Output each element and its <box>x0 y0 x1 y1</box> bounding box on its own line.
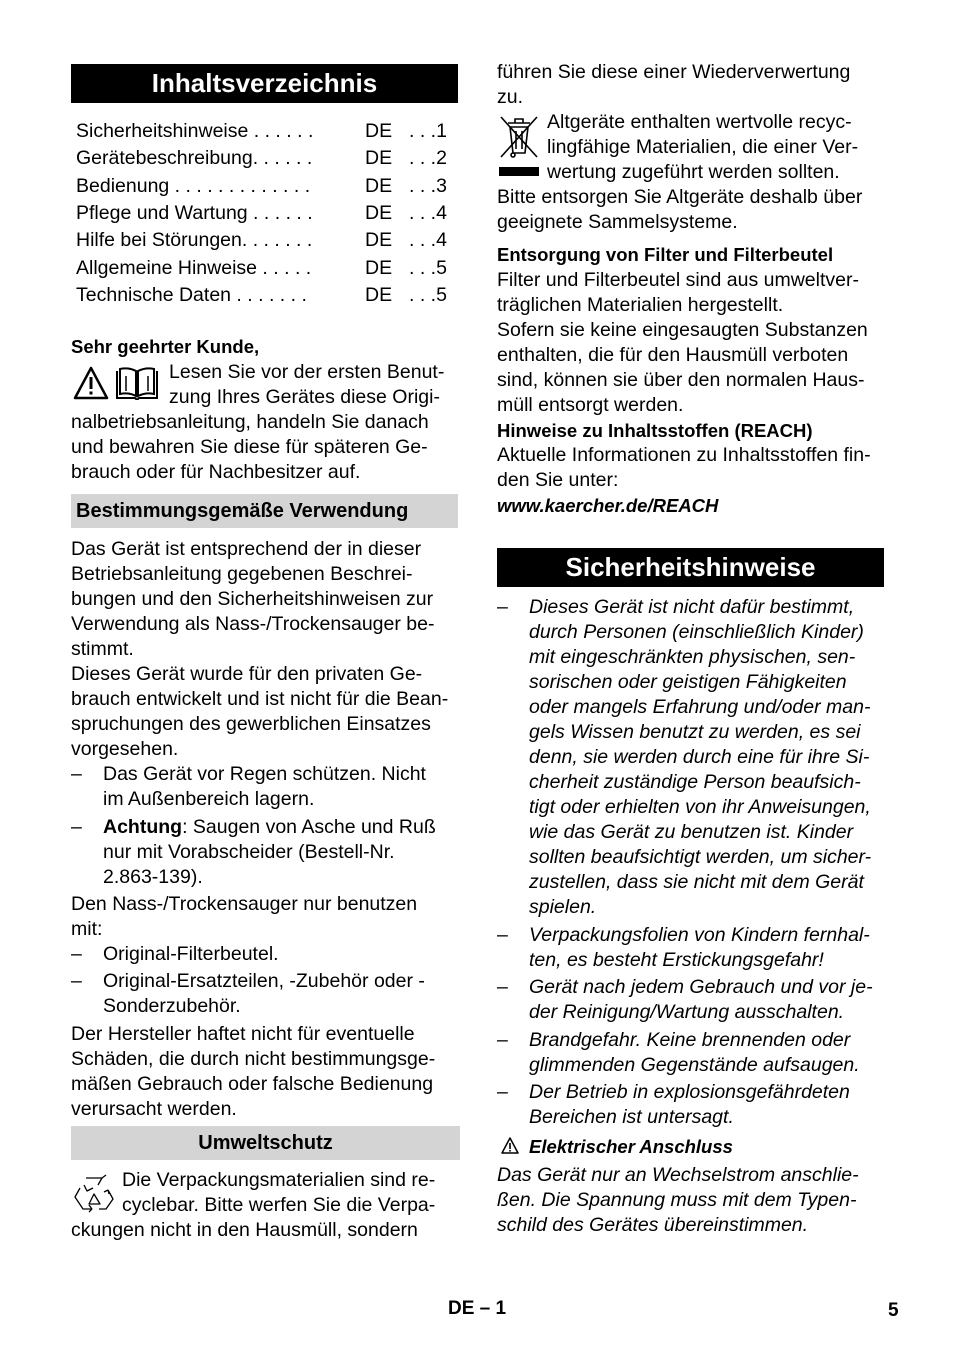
only-with-line-2: mit: <box>71 918 103 940</box>
toc-entry-title[interactable]: Hilfe bei Störungen <box>76 229 242 252</box>
toc-entry <box>76 200 326 227</box>
env-line-2: cyclebar. Bitte werfen Sie die Verpa- <box>122 1194 436 1216</box>
use-line: spruchungen des gewerblichen Einsatzes <box>71 713 431 735</box>
bullet-spareparts-line-2: Sonderzubehör. <box>103 995 241 1017</box>
toc-entry <box>76 227 326 254</box>
electric-heading: Elektrischer Anschluss <box>529 1136 733 1157</box>
use-line: Das Gerät ist entsprechend der in dieser <box>71 538 422 560</box>
reach-url: www.kaercher.de/REACH <box>497 495 719 516</box>
use-line: brauch entwickelt und ist nicht für die Bean- <box>71 688 449 710</box>
use-line: vorgesehen. <box>71 738 179 760</box>
toc-leader-dots: . . . . . . . <box>231 283 307 306</box>
weee-line-1: Altgeräte enthalten wertvolle recyc- <box>547 111 852 133</box>
liability-line: Der Hersteller haftet nicht für eventuelle <box>71 1023 415 1045</box>
list-dash: – <box>497 923 508 946</box>
safety-title: Sicherheitshinweise <box>497 548 884 587</box>
intro-line-4: und bewahren Sie diese für späteren Ge- <box>71 436 428 458</box>
cont-line-1: führen Sie diese einer Wiederverwertung <box>497 61 851 83</box>
use-line: Dieses Gerät wurde für den privaten Ge- <box>71 663 423 685</box>
filter-line: enthalten, die für den Hausmüll verboten <box>497 344 849 366</box>
filter-line: Filter und Filterbeutel sind aus umweltver- <box>497 269 859 291</box>
toc-row <box>76 282 456 309</box>
bullet-rain-line-2: im Außenbereich lagern. <box>103 788 315 810</box>
toc-leader-dots: . . . . . . . <box>241 229 313 252</box>
reach-line-1: Aktuelle Informationen zu Inhaltsstoffen fin- <box>497 444 871 466</box>
safety-item-line: Bereichen ist untersagt. <box>529 1106 734 1128</box>
toc-leader-dots: . . . . . . . . . . . . . <box>169 174 311 197</box>
safety-item-line: denn, sie werden durch eine für ihre Si- <box>529 746 870 768</box>
safety-item-line: Brandgefahr. Keine brennenden oder <box>529 1028 851 1051</box>
bullet-attention-line-3: 2.863-139). <box>103 866 203 888</box>
env-line-1: Die Verpackungsmaterialien sind re- <box>122 1169 436 1191</box>
electric-line-1: Das Gerät nur an Wechselstrom anschlie- <box>497 1164 859 1186</box>
page-number: 5 <box>888 1300 899 1321</box>
toc-leader-dots: . . . . . . <box>247 201 313 224</box>
toc-page: . . .3 <box>409 174 447 197</box>
toc-page: . . .2 <box>409 147 447 170</box>
toc-page: . . .5 <box>409 283 447 306</box>
filter-line: müll entsorgt werden. <box>497 394 684 416</box>
bullet-attention-line-2: nur mit Vorabscheider (Bestell-Nr. <box>103 841 395 863</box>
safety-item-line: Dieses Gerät ist nicht dafür bestimmt, <box>529 596 855 618</box>
attention-label: Achtung <box>103 816 183 838</box>
reach-line-2: den Sie unter: <box>497 469 619 491</box>
manual-icon <box>115 367 159 406</box>
list-dash: – <box>497 1028 508 1051</box>
toc-entry <box>76 145 326 172</box>
toc-row <box>76 227 456 254</box>
toc-entry-title[interactable]: Sicherheitshinweise <box>76 120 249 142</box>
intro-line-2: zung Ihres Gerätes diese Origi- <box>169 386 440 408</box>
warning-small-icon <box>501 1137 519 1160</box>
recycle-icon <box>72 1174 116 1220</box>
toc-lang: DE <box>365 120 393 142</box>
safety-item-line: durch Personen (einschließlich Kinder) <box>529 621 864 643</box>
toc-entry <box>76 255 326 282</box>
warning-icon <box>73 366 109 406</box>
filter-line: sind, können sie über den normalen Haus- <box>497 369 865 391</box>
safety-item-line: sollten beaufsichtigt werden, um sicher- <box>529 846 872 868</box>
toc-leader-dots: . . . . . <box>257 256 312 279</box>
use-heading: Bestimmungsgemäße Verwendung <box>71 494 458 528</box>
use-line: bungen und den Sicherheitshinweisen zur <box>71 588 434 610</box>
liability-line: verursacht werden. <box>71 1098 237 1120</box>
toc-page: . . .1 <box>409 120 447 142</box>
weee-line-3: wertung zugeführt werden sollten. <box>547 161 840 183</box>
intro-line-5: brauch oder für Nachbesitzer auf. <box>71 461 361 483</box>
toc-lang: DE <box>365 147 393 170</box>
safety-item-line: Der Betrieb in explosionsgefährdeten <box>529 1081 850 1103</box>
safety-item-line: wie das Gerät zu benutzen ist. Kinder <box>529 821 854 843</box>
bullet-attention-line-1: : Saugen von Asche und Ruß <box>182 816 436 838</box>
toc-page: . . .4 <box>409 201 447 224</box>
filter-line: Sofern sie keine eingesaugten Substanzen <box>497 319 868 341</box>
safety-item-line: der Reinigung/Wartung ausschalten. <box>529 1001 845 1023</box>
toc-row <box>76 173 456 200</box>
crossed-bin-icon <box>498 113 540 187</box>
toc-lang: DE <box>365 256 393 279</box>
safety-item-line: cherheit zuständige Person beaufsich- <box>529 771 861 793</box>
safety-item-line: glimmenden Gegenstände aufsaugen. <box>529 1053 860 1076</box>
list-dash: – <box>497 596 508 618</box>
toc-leader-dots: . . . . . . <box>248 120 314 142</box>
bullet-spareparts-line-1: Original-Ersatzteilen, -Zubehör oder - <box>103 970 425 992</box>
liability-line: mäßen Gebrauch oder falsche Bedienung <box>71 1073 434 1095</box>
toc-row <box>76 200 456 227</box>
safety-item-line: tigt oder erhielten von ihr Anweisungen, <box>529 796 871 818</box>
greeting: Sehr geehrter Kunde, <box>71 336 260 357</box>
env-heading: Umweltschutz <box>71 1126 460 1160</box>
safety-item-line: oder mangels Erfahrung und/oder man- <box>529 696 871 718</box>
safety-item-line: sorischen oder geistigen Fähigkeiten <box>529 671 847 693</box>
footer-section-label: DE – 1 <box>448 1298 507 1319</box>
toc-lang: DE <box>365 229 393 252</box>
toc-row <box>76 145 456 172</box>
bullet-rain-line-1: Das Gerät vor Regen schützen. Nicht <box>103 763 426 785</box>
dispose-line-2: geeignete Sammelsysteme. <box>497 211 738 233</box>
cont-line-2: zu. <box>497 86 524 108</box>
toc-entry <box>76 118 326 145</box>
use-line: stimmt. <box>71 638 134 660</box>
toc-lang: DE <box>365 283 393 306</box>
safety-item-line: gels Wissen benutzt zu werden, es sei <box>529 721 861 743</box>
bullet-filterbag-text: Original-Filterbeutel. <box>103 943 279 965</box>
env-line-3: ckungen nicht in den Hausmüll, sondern <box>71 1219 418 1241</box>
use-line: Betriebsanleitung gegebenen Beschrei- <box>71 563 413 585</box>
electric-line-2: ßen. Die Spannung muss mit dem Typen- <box>497 1189 857 1211</box>
intro-line-1: Lesen Sie vor der ersten Benut- <box>169 361 445 383</box>
list-dash: – <box>497 976 508 998</box>
use-line: Verwendung als Nass-/Trockensauger be- <box>71 613 435 635</box>
reach-heading: Hinweise zu Inhaltsstoffen (REACH) <box>497 420 813 441</box>
toc-row <box>76 255 456 282</box>
list-dash: – <box>497 1081 508 1103</box>
intro-line-3: nalbetriebsanleitung, handeln Sie danach <box>71 411 429 433</box>
toc-entry <box>76 282 326 309</box>
safety-item-line: Verpackungsfolien von Kindern fernhal- <box>529 923 870 946</box>
toc-entry-title[interactable]: Pflege und Wartung <box>76 201 248 224</box>
safety-item-line: zustellen, dass sie nicht mit dem Gerät <box>529 871 864 893</box>
only-with-line-1: Den Nass-/Trockensauger nur benutzen <box>71 893 418 915</box>
weee-line-2: lingfähige Materialien, die einer Ver- <box>547 136 859 158</box>
toc-page: . . .4 <box>409 229 447 252</box>
toc-title: Inhaltsverzeichnis <box>71 64 458 103</box>
toc-entry <box>76 173 326 200</box>
toc-entry-title[interactable]: Gerätebeschreibung <box>76 147 253 170</box>
toc-row <box>76 118 456 145</box>
toc-lang: DE <box>365 174 393 197</box>
safety-item-line: spielen. <box>529 896 597 918</box>
liability-line: Schäden, die durch nicht bestimmungsge- <box>71 1048 436 1070</box>
filter-heading: Entsorgung von Filter und Filterbeutel <box>497 244 834 265</box>
safety-item-line: Gerät nach jedem Gebrauch und vor je- <box>529 976 873 998</box>
toc-entry-title[interactable]: Technische Daten <box>76 283 232 306</box>
toc-entry-title[interactable]: Bedienung <box>76 174 170 197</box>
toc-entry-title[interactable]: Allgemeine Hinweise <box>76 256 258 279</box>
electric-line-3: schild des Gerätes übereinstimmen. <box>497 1214 809 1236</box>
safety-item-line: ten, es besteht Erstickungsgefahr! <box>529 948 824 971</box>
dispose-line-1: Bitte entsorgen Sie Altgeräte deshalb über <box>497 186 863 208</box>
safety-item-line: mit eingeschränkten physischen, sen- <box>529 646 856 668</box>
filter-line: träglichen Materialien hergestellt. <box>497 294 784 316</box>
toc-leader-dots: . . . . . . <box>252 147 313 170</box>
toc-lang: DE <box>365 201 393 224</box>
toc-page: . . .5 <box>409 256 447 279</box>
